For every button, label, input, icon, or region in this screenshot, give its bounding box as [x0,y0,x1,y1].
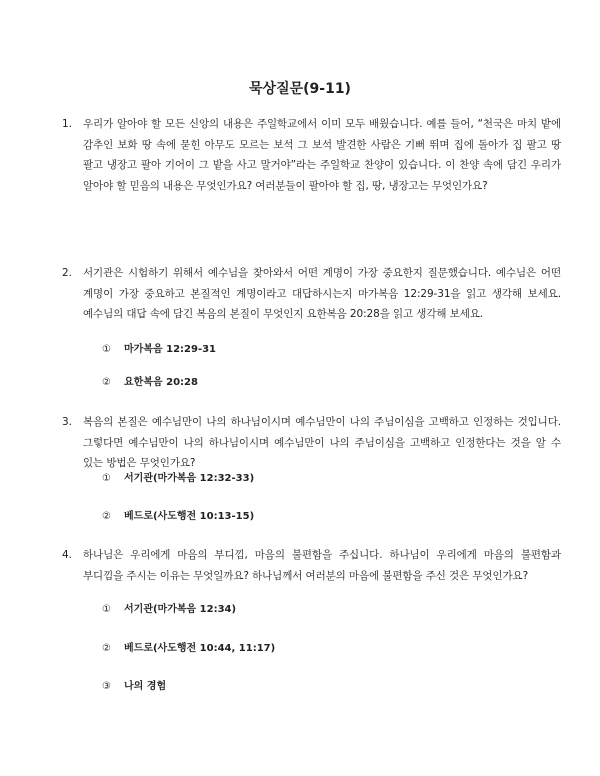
question-number: 2. [62,267,73,279]
circled-number: ② [102,377,111,388]
reference-label: 서기관(마가복음 12:34) [124,604,237,615]
circled-number: ① [102,344,111,355]
reference-item [102,375,198,391]
circled-number: ① [102,604,111,615]
question-text: 복음의 본질은 예수님만이 나의 하나님이시며 예수님만이 나의 주님이심을 고백하고 인정하는 것입니다. 그렇다면 예수님만이 나의 하나님이시며 예수님만이 나의 주님이심을 고백하고 인정한다는 것을 알 수 있는 방법은 무엇인가요? [83,416,561,469]
question-number: 3. [62,416,73,428]
reference-item [102,342,216,358]
reference-label: 나의 경험 [124,681,167,692]
page-title: 묵상질문(9-11) [249,81,351,97]
question-text: 서기관은 시험하기 위해서 예수님을 찾아와서 어떤 계명이 가장 중요한지 질문했습니다. 예수님은 어떤 계명이 가장 중요하고 본질적인 계명이라고 대답하시는지 마가복음 12:29-31을 읽고 생각해 보세요. 예수님의 대답 속에 담긴 복음의 본질이 무엇인지 요한복음 20:28을 읽고 생각해 보세요. [83,267,561,320]
reference-item [102,602,236,618]
reference-item [102,641,275,657]
reference-label: 베드로(사도행전 10:44, 11:17) [124,643,276,654]
reference-label: 서기관(마가복음 12:32-33) [124,473,255,484]
reference-item [102,509,254,525]
circled-number: ② [102,643,111,654]
circled-number: ② [102,511,111,522]
question-number: 4. [62,549,73,561]
question-text: 우리가 알아야 할 모든 신앙의 내용은 주일학교에서 이미 모두 배웠습니다. 예를 들어, “천국은 마치 밭에 감추인 보화 땅 속에 묻힌 아무도 모르는 보석 그 보석 발견한 사람은 기뻐 뛰며 집에 돌아가 집 팔고 땅 팔고 냉장고 팔아 기어이 그 밭을 사고 말거야”라는 주일학교 찬양이 있습니다. 이 찬양 속에 담긴 우리가 알아야 할 믿음의 내용은 무엇인가요? 여러분들이 팔아야 할 집, 땅, 냉장고는 무엇인가요? [83,118,561,192]
circled-number: ① [102,473,111,484]
circled-number: ③ [102,681,111,692]
reference-label: 요한복음 20:28 [124,377,198,388]
reference-item [102,679,166,695]
reference-label: 베드로(사도행전 10:13-15) [124,511,255,522]
reference-label: 마가복음 12:29-31 [124,344,217,355]
question-number: 1. [62,118,73,130]
question-text: 하나님은 우리에게 마음의 부디낌, 마음의 불편함을 주십니다. 하나님이 우리에게 마음의 불편함과 부디낌을 주시는 이유는 무엇일까요? 하나님께서 여러분의 마음에 불편함을 주신 것은 무엇인가요? [83,549,561,582]
reference-item [102,471,254,487]
